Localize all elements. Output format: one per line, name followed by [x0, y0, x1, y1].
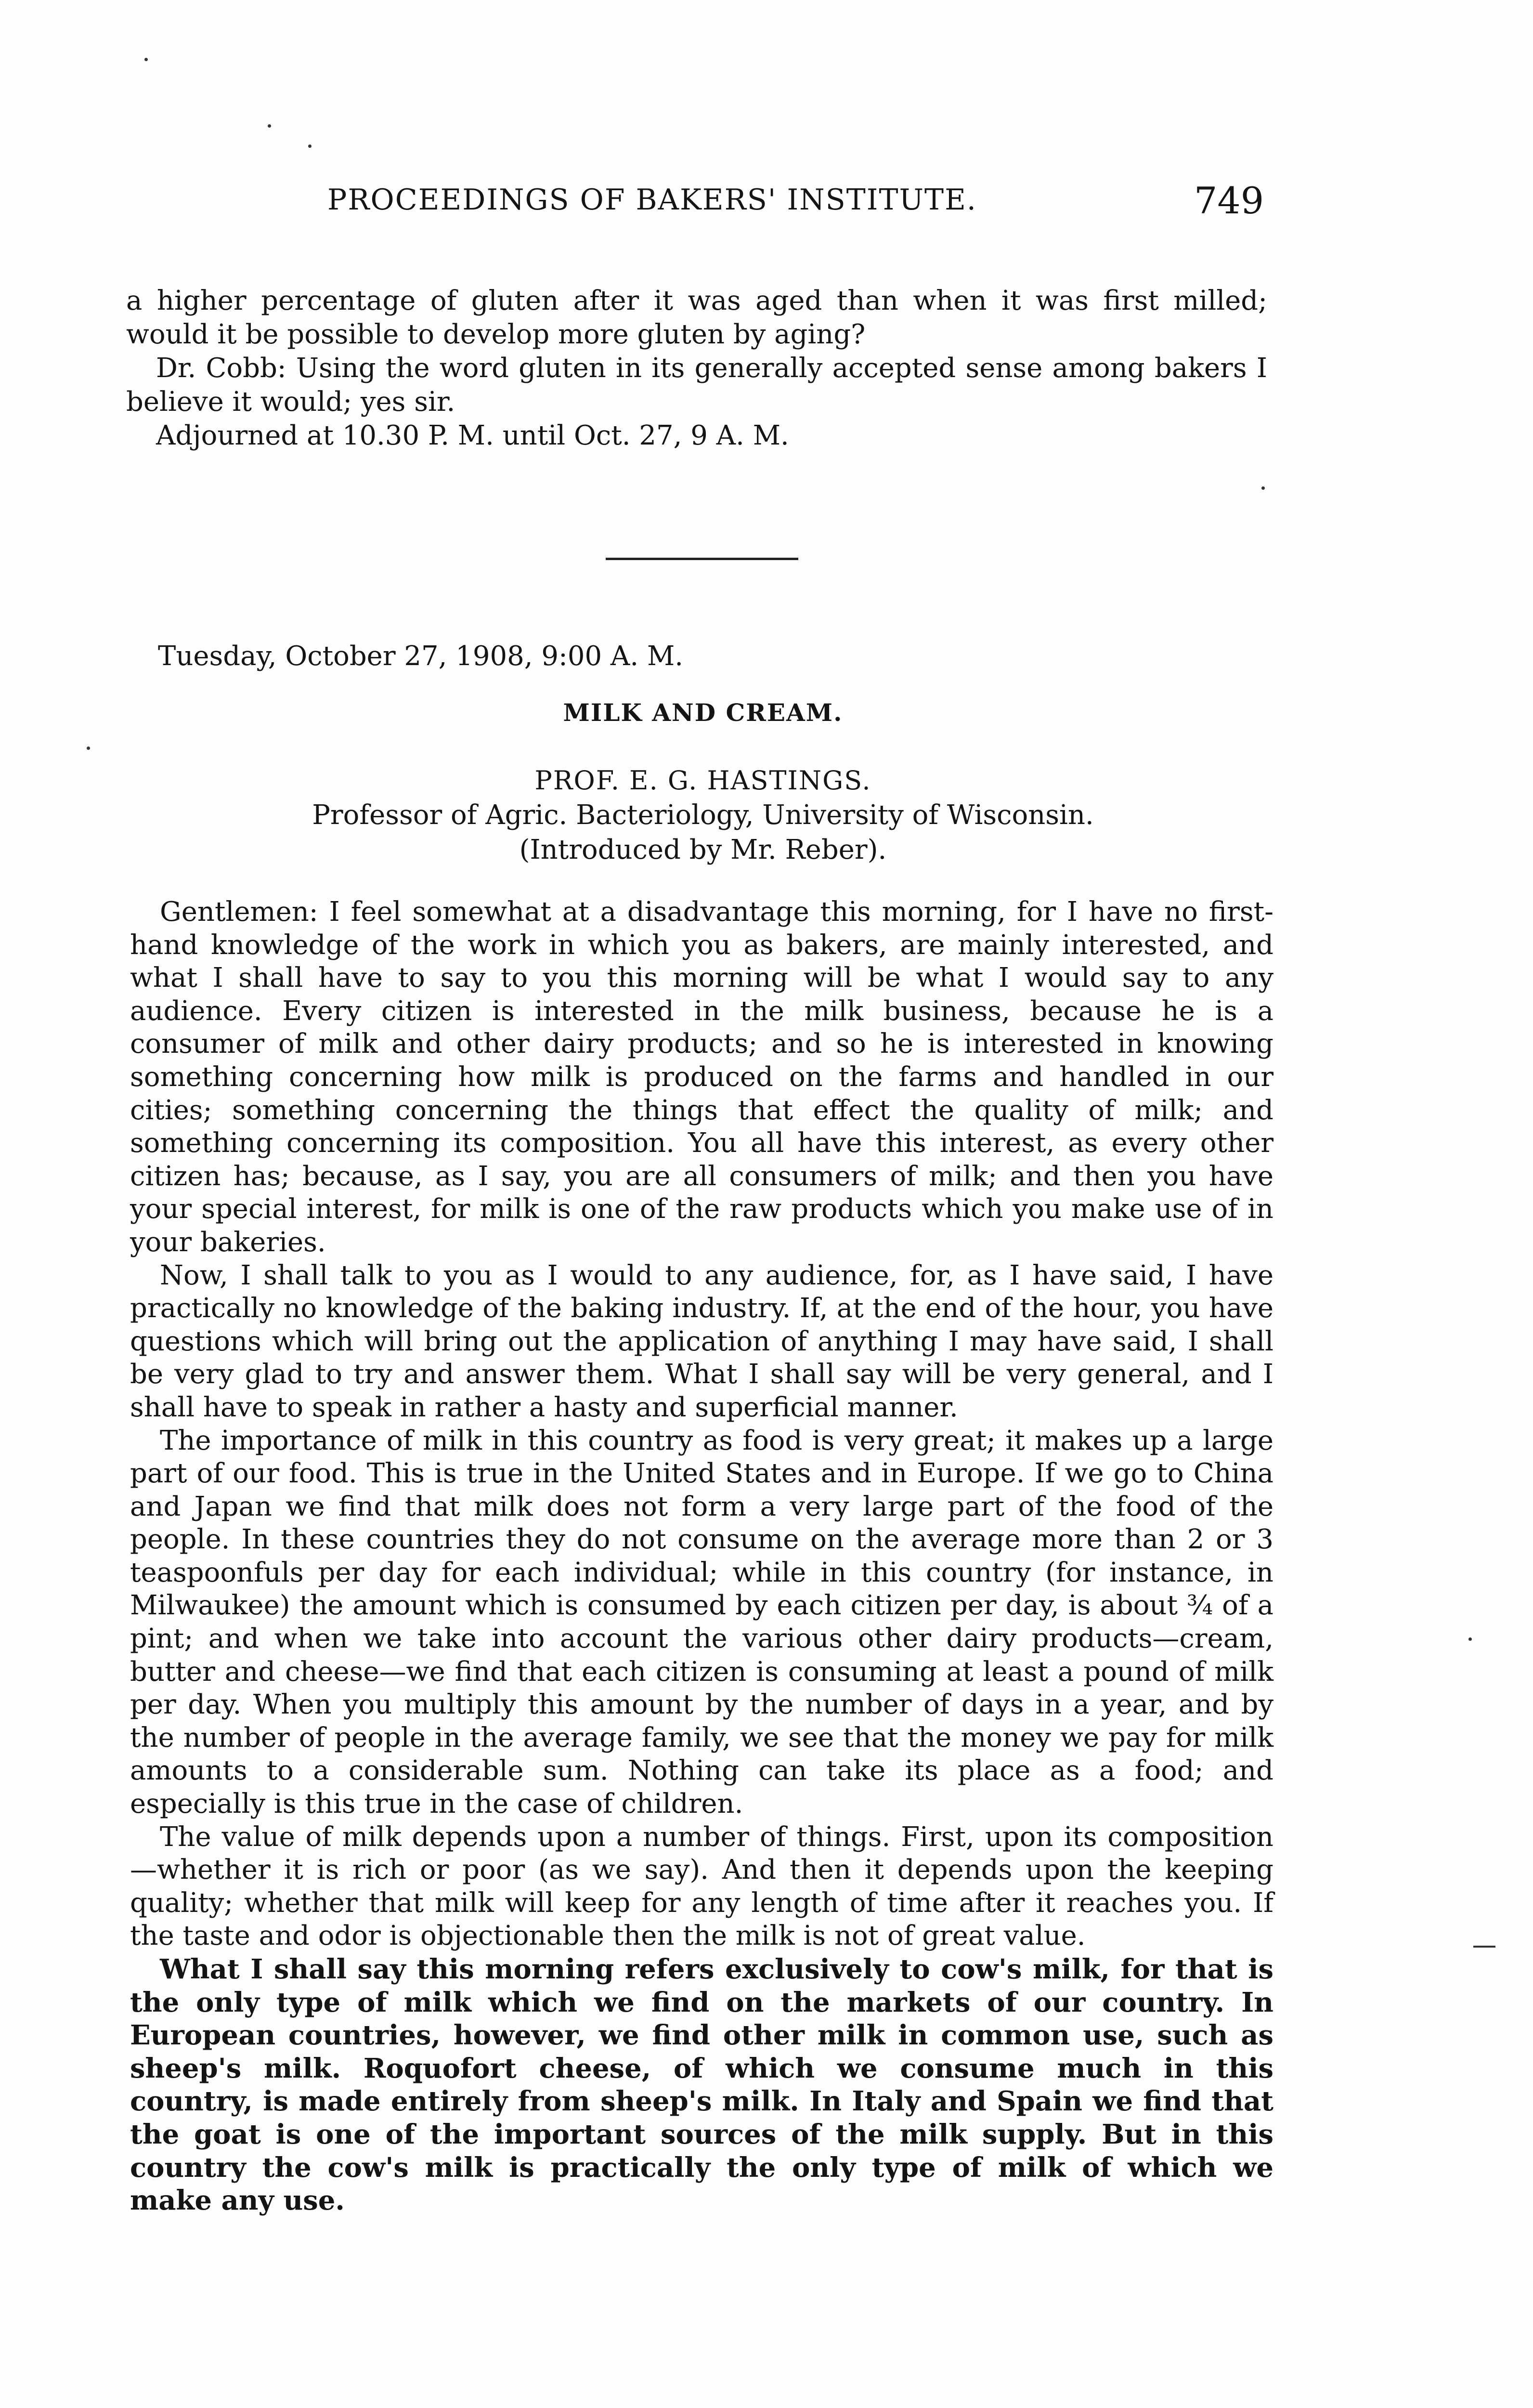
paragraph: Adjourned at 10.30 P. M. until Oct. 27, 9 A. M. [156, 420, 789, 451]
paragraph: The importance of milk in this country as food is very great; it makes up a large part of our food. This is true in the United States and in Europe. If we go to China and Japan we find that milk does not form a very large part of the food of the people. In these countries they do not consume on the average more than 2 or 3 teaspoonfuls per day for each individual; while in this country (for instance, in Milwaukee) the amount which is consumed by each citizen per day, is about ¾ of a pint; and when we take into account the various other dairy products—cream, butter and cheese—we find that each citizen is consuming at least a pound of milk per day. When you multiply this amount by the number of days in a year, and by the number of people in the average family, we see that the money we pay for milk amounts to a considerable sum. Nothing can take its place as a food; and especially is this true in the case of children. [130, 1425, 1273, 1820]
scan-speck [87, 746, 90, 750]
scan-speck [1261, 486, 1265, 490]
paragraph: a higher percentage of gluten after it was aged than when it was first milled; would it be possible to develop more gluten by aging? [126, 285, 1267, 350]
paragraph: Dr. Cobb: Using the word gluten in its generally accepted sense among bakers I believe it would; yes sir. [126, 353, 1267, 418]
session-dateline: Tuesday, October 27, 1908, 9:00 A. M. [158, 641, 684, 672]
section-title: MILK AND CREAM. [563, 698, 843, 727]
paragraph: The value of milk depends upon a number of things. First, upon its composition—whether it is rich or poor (as we say). And then it depends upon the keeping quality; whether that milk will keep for any length of time after it reaches you. If the taste and odor is objectionable then the milk is not of great value. [130, 1821, 1273, 1952]
paragraph: Gentlemen: I feel somewhat at a disadvantage this morning, for I have no first-hand knowledge of the work in which you as bakers, are mainly interested, and what I shall have to say to you this morning will be what I would say to any audience. Every citizen is interested in the milk business, because he is a consumer of milk and other dairy products; and so he is interested in knowing something concerning how milk is produced on the farms and handled in our cities; something concerning the things that effect the quality of milk; and something concerning its composition. You all have this interest, as every other citizen has; because, as I say, you are all consumers of milk; and then you have your special interest, for milk is one of the raw products which you make use of in your bakeries. [130, 896, 1273, 1258]
page-number: 749 [1194, 179, 1264, 222]
scan-speck [144, 58, 148, 61]
lecture-body [130, 896, 1273, 2217]
speaker-affiliation: Professor of Agric. Bacteriology, University of Wisconsin. [312, 799, 1094, 831]
introduced-by: (Introduced by Mr. Reber). [519, 834, 887, 865]
scan-speck [308, 144, 312, 148]
paragraph: What I shall say this morning refers exclusively to cow's milk, for that is the only type of milk which we find on the markets of our country. In European countries, however, we find other milk in common use, such as sheep's milk. Roquofort cheese, of which we consume much in this country, is made entirely from sheep's milk. In Italy and Spain we find that the goat is one of the important sources of the milk supply. But in this country the cow's milk is practically the only type of milk of which we make any use. [130, 1953, 1273, 2217]
margin-mark [1473, 1946, 1495, 1948]
continued-text [126, 284, 1267, 453]
section-divider [606, 558, 798, 560]
speaker-name: PROF. E. G. HASTINGS. [534, 765, 871, 796]
scan-speck [1468, 1637, 1472, 1641]
running-header: PROCEEDINGS OF BAKERS' INSTITUTE. [327, 183, 977, 217]
scan-speck [268, 124, 271, 128]
paragraph: Now, I shall talk to you as I would to any audience, for, as I have said, I have practically no knowledge of the baking industry. If, at the end of the hour, you have questions which will bring out the application of anything I may have said, I shall be very glad to try and answer them. What I shall say will be very general, and I shall have to speak in rather a hasty and superficial manner. [130, 1259, 1273, 1423]
speaker-block [0, 763, 1406, 867]
